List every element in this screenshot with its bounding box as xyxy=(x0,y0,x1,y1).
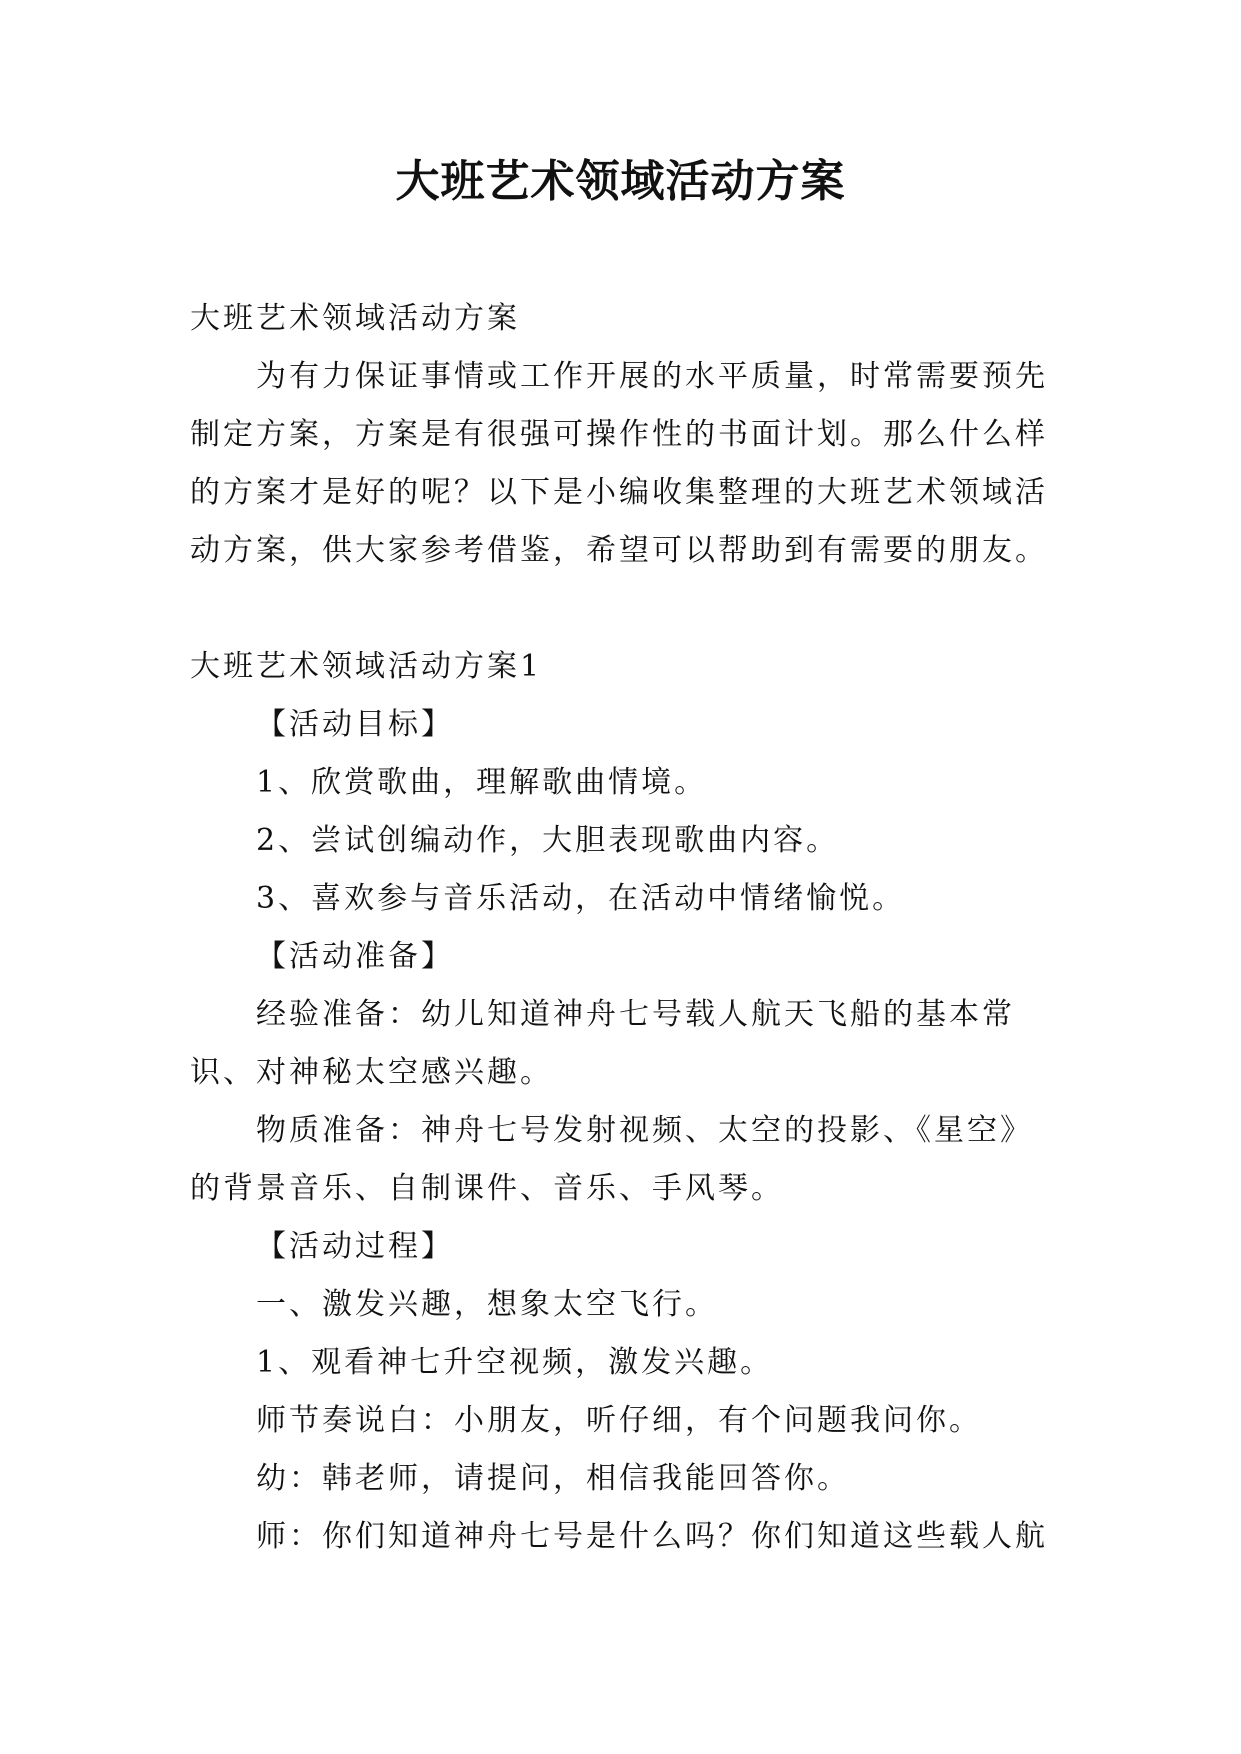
goal-item: 2、尝试创编动作，大胆表现歌曲内容。 xyxy=(256,823,840,858)
process-step: 一、激发兴趣，想象太空飞行。 xyxy=(256,1287,718,1322)
goals-heading: 【活动目标】 xyxy=(256,707,454,742)
intro-paragraph: 为有力保证事情或工作开展的水平质量，时常需要预先制定方案，方案是有很强可操作性的书面计划。那么什么样的方案才是好的呢？以下是小编收集整理的大班艺术领域活动方案，供大家参考借鉴，希望可以帮助到有需要的朋友。 xyxy=(190,359,1048,568)
goal-item: 1、欣赏歌曲，理解歌曲情境。 xyxy=(256,765,708,800)
document-title: 大班艺术领域活动方案 xyxy=(395,156,846,207)
process-heading: 【活动过程】 xyxy=(256,1229,454,1264)
preparation-experience: 经验准备：幼儿知道神舟七号载人航天飞船的基本常识、对神秘太空感兴趣。 xyxy=(190,997,1015,1090)
intro-heading: 大班艺术领域活动方案 xyxy=(190,301,520,336)
process-substep: 1、观看神七升空视频，激发兴趣。 xyxy=(256,1345,774,1380)
preparation-material: 物质准备：神舟七号发射视频、太空的投影、《星空》的背景音乐、自制课件、音乐、手风琴。 xyxy=(190,1113,1033,1206)
section-heading: 大班艺术领域活动方案1 xyxy=(190,649,543,684)
goal-item: 3、喜欢参与音乐活动，在活动中情绪愉悦。 xyxy=(256,881,906,916)
document-body xyxy=(190,290,1052,1566)
preparation-heading: 【活动准备】 xyxy=(256,939,454,974)
dialog-line: 师：你们知道神舟七号是什么吗？你们知道这些载人航 xyxy=(256,1519,1048,1554)
dialog-line: 师节奏说白：小朋友，听仔细，有个问题我问你。 xyxy=(256,1403,982,1438)
dialog-line: 幼：韩老师，请提问，相信我能回答你。 xyxy=(256,1461,850,1496)
